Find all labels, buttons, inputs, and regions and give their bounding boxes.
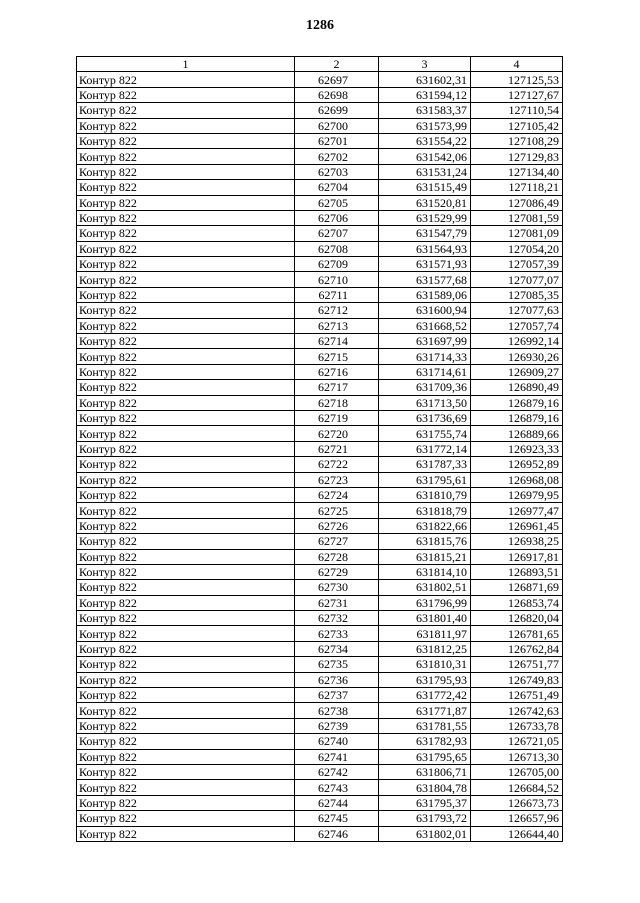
- table-row: [77, 349, 563, 364]
- point-number-cell: 62735: [295, 657, 379, 672]
- table-row: [77, 426, 563, 441]
- contour-name-cell: Контур 822: [77, 287, 295, 302]
- x-coordinate-cell: 631577,68: [379, 272, 471, 287]
- point-number-cell: 62702: [295, 149, 379, 164]
- y-coordinate-cell: 126751,49: [471, 688, 563, 703]
- y-coordinate-cell: 126930,26: [471, 349, 563, 364]
- point-number-cell: 62739: [295, 718, 379, 733]
- table-row: [77, 334, 563, 349]
- contour-name-cell: Контур 822: [77, 826, 295, 841]
- table-row: [77, 595, 563, 610]
- table-row: [77, 518, 563, 533]
- y-coordinate-cell: 126657,96: [471, 811, 563, 826]
- x-coordinate-cell: 631520,81: [379, 195, 471, 210]
- x-coordinate-cell: 631573,99: [379, 118, 471, 133]
- point-number-cell: 62697: [295, 72, 379, 87]
- point-number-cell: 62706: [295, 210, 379, 225]
- table-row: [77, 795, 563, 810]
- table-row: [77, 534, 563, 549]
- table-row: [77, 180, 563, 195]
- y-coordinate-cell: 127054,20: [471, 241, 563, 256]
- x-coordinate-cell: 631810,31: [379, 657, 471, 672]
- header-row: [77, 57, 563, 72]
- table-row: [77, 364, 563, 379]
- x-coordinate-cell: 631815,76: [379, 534, 471, 549]
- contour-name-cell: Контур 822: [77, 472, 295, 487]
- table-row: [77, 826, 563, 841]
- table-row: [77, 780, 563, 795]
- table-row: [77, 672, 563, 687]
- y-coordinate-cell: 126749,83: [471, 672, 563, 687]
- x-coordinate-cell: 631795,61: [379, 472, 471, 487]
- contour-name-cell: Контур 822: [77, 87, 295, 102]
- point-number-cell: 62732: [295, 611, 379, 626]
- point-number-cell: 62723: [295, 472, 379, 487]
- y-coordinate-cell: 126879,16: [471, 395, 563, 410]
- contour-name-cell: Контур 822: [77, 441, 295, 456]
- point-number-cell: 62725: [295, 503, 379, 518]
- point-number-cell: 62701: [295, 133, 379, 148]
- x-coordinate-cell: 631795,93: [379, 672, 471, 687]
- y-coordinate-cell: 126762,84: [471, 641, 563, 656]
- table-row: [77, 226, 563, 241]
- point-number-cell: 62745: [295, 811, 379, 826]
- x-coordinate-cell: 631802,51: [379, 580, 471, 595]
- x-coordinate-cell: 631515,49: [379, 180, 471, 195]
- table-row: [77, 380, 563, 395]
- contour-name-cell: Контур 822: [77, 180, 295, 195]
- x-coordinate-cell: 631804,78: [379, 780, 471, 795]
- x-coordinate-cell: 631602,31: [379, 72, 471, 87]
- point-number-cell: 62705: [295, 195, 379, 210]
- y-coordinate-cell: 127085,35: [471, 287, 563, 302]
- contour-name-cell: Контур 822: [77, 426, 295, 441]
- x-coordinate-cell: 631815,21: [379, 549, 471, 564]
- table-row: [77, 641, 563, 656]
- point-number-cell: 62707: [295, 226, 379, 241]
- table-row: [77, 811, 563, 826]
- table-row: [77, 549, 563, 564]
- table-row: [77, 703, 563, 718]
- table-row: [77, 257, 563, 272]
- contour-name-cell: Контур 822: [77, 133, 295, 148]
- table-row: [77, 118, 563, 133]
- y-coordinate-cell: 127125,53: [471, 72, 563, 87]
- x-coordinate-cell: 631547,79: [379, 226, 471, 241]
- contour-name-cell: Контур 822: [77, 395, 295, 410]
- x-coordinate-cell: 631542,06: [379, 149, 471, 164]
- x-coordinate-cell: 631811,97: [379, 626, 471, 641]
- table-row: [77, 657, 563, 672]
- contour-name-cell: Контур 822: [77, 672, 295, 687]
- table-row: [77, 303, 563, 318]
- contour-name-cell: Контур 822: [77, 241, 295, 256]
- table-row: [77, 210, 563, 225]
- table-row: [77, 72, 563, 87]
- table-row: [77, 611, 563, 626]
- point-number-cell: 62703: [295, 164, 379, 179]
- point-number-cell: 62718: [295, 395, 379, 410]
- x-coordinate-cell: 631771,87: [379, 703, 471, 718]
- contour-name-cell: Контур 822: [77, 364, 295, 379]
- point-number-cell: 62740: [295, 734, 379, 749]
- x-coordinate-cell: 631772,14: [379, 441, 471, 456]
- point-number-cell: 62720: [295, 426, 379, 441]
- table-header: [77, 57, 563, 72]
- y-coordinate-cell: 126952,89: [471, 457, 563, 472]
- x-coordinate-cell: 631714,61: [379, 364, 471, 379]
- contour-name-cell: Контур 822: [77, 580, 295, 595]
- table-row: [77, 457, 563, 472]
- point-number-cell: 62724: [295, 487, 379, 502]
- y-coordinate-cell: 126909,27: [471, 364, 563, 379]
- y-coordinate-cell: 126684,52: [471, 780, 563, 795]
- x-coordinate-cell: 631736,69: [379, 410, 471, 425]
- table-row: [77, 626, 563, 641]
- y-coordinate-cell: 126992,14: [471, 334, 563, 349]
- point-number-cell: 62744: [295, 795, 379, 810]
- contour-name-cell: Контур 822: [77, 410, 295, 425]
- table-row: [77, 734, 563, 749]
- point-number-cell: 62743: [295, 780, 379, 795]
- x-coordinate-cell: 631795,37: [379, 795, 471, 810]
- point-number-cell: 62699: [295, 103, 379, 118]
- y-coordinate-cell: 126979,95: [471, 487, 563, 502]
- contour-name-cell: Контур 822: [77, 318, 295, 333]
- x-coordinate-cell: 631571,93: [379, 257, 471, 272]
- y-coordinate-cell: 126644,40: [471, 826, 563, 841]
- contour-name-cell: Контур 822: [77, 164, 295, 179]
- point-number-cell: 62717: [295, 380, 379, 395]
- point-number-cell: 62704: [295, 180, 379, 195]
- y-coordinate-cell: 127108,29: [471, 133, 563, 148]
- contour-name-cell: Контур 822: [77, 811, 295, 826]
- point-number-cell: 62731: [295, 595, 379, 610]
- table-row: [77, 241, 563, 256]
- y-coordinate-cell: 126879,16: [471, 410, 563, 425]
- y-coordinate-cell: 126742,63: [471, 703, 563, 718]
- contour-name-cell: Контур 822: [77, 118, 295, 133]
- contour-name-cell: Контур 822: [77, 641, 295, 656]
- y-coordinate-cell: 127127,67: [471, 87, 563, 102]
- x-coordinate-cell: 631668,52: [379, 318, 471, 333]
- contour-name-cell: Контур 822: [77, 72, 295, 87]
- column-header-3: 3: [379, 57, 471, 72]
- x-coordinate-cell: 631531,24: [379, 164, 471, 179]
- point-number-cell: 62721: [295, 441, 379, 456]
- y-coordinate-cell: 127086,49: [471, 195, 563, 210]
- table-row: [77, 195, 563, 210]
- contour-name-cell: Контур 822: [77, 334, 295, 349]
- y-coordinate-cell: 127057,39: [471, 257, 563, 272]
- coordinates-table: [76, 56, 563, 842]
- point-number-cell: 62738: [295, 703, 379, 718]
- contour-name-cell: Контур 822: [77, 487, 295, 502]
- contour-name-cell: Контур 822: [77, 718, 295, 733]
- point-number-cell: 62736: [295, 672, 379, 687]
- x-coordinate-cell: 631787,33: [379, 457, 471, 472]
- table-body: [77, 72, 563, 842]
- x-coordinate-cell: 631772,42: [379, 688, 471, 703]
- contour-name-cell: Контур 822: [77, 503, 295, 518]
- point-number-cell: 62710: [295, 272, 379, 287]
- x-coordinate-cell: 631594,12: [379, 87, 471, 102]
- y-coordinate-cell: 127081,09: [471, 226, 563, 241]
- point-number-cell: 62728: [295, 549, 379, 564]
- point-number-cell: 62708: [295, 241, 379, 256]
- x-coordinate-cell: 631782,93: [379, 734, 471, 749]
- table-row: [77, 133, 563, 148]
- y-coordinate-cell: 127129,83: [471, 149, 563, 164]
- contour-name-cell: Контур 822: [77, 272, 295, 287]
- y-coordinate-cell: 126871,69: [471, 580, 563, 595]
- contour-name-cell: Контур 822: [77, 764, 295, 779]
- table-row: [77, 164, 563, 179]
- x-coordinate-cell: 631714,33: [379, 349, 471, 364]
- x-coordinate-cell: 631713,50: [379, 395, 471, 410]
- point-number-cell: 62729: [295, 564, 379, 579]
- y-coordinate-cell: 127081,59: [471, 210, 563, 225]
- table-row: [77, 87, 563, 102]
- point-number-cell: 62716: [295, 364, 379, 379]
- y-coordinate-cell: 127134,40: [471, 164, 563, 179]
- table-row: [77, 472, 563, 487]
- contour-name-cell: Контур 822: [77, 611, 295, 626]
- table-row: [77, 395, 563, 410]
- table-row: [77, 564, 563, 579]
- y-coordinate-cell: 127118,21: [471, 180, 563, 195]
- y-coordinate-cell: 126820,04: [471, 611, 563, 626]
- point-number-cell: 62733: [295, 626, 379, 641]
- x-coordinate-cell: 631583,37: [379, 103, 471, 118]
- y-coordinate-cell: 126923,33: [471, 441, 563, 456]
- y-coordinate-cell: 127077,07: [471, 272, 563, 287]
- y-coordinate-cell: 127105,42: [471, 118, 563, 133]
- contour-name-cell: Контур 822: [77, 780, 295, 795]
- column-header-1: 1: [77, 57, 295, 72]
- x-coordinate-cell: 631814,10: [379, 564, 471, 579]
- y-coordinate-cell: 126673,73: [471, 795, 563, 810]
- y-coordinate-cell: 126853,74: [471, 595, 563, 610]
- column-header-2: 2: [295, 57, 379, 72]
- table-row: [77, 580, 563, 595]
- point-number-cell: 62719: [295, 410, 379, 425]
- x-coordinate-cell: 631818,79: [379, 503, 471, 518]
- y-coordinate-cell: 126705,00: [471, 764, 563, 779]
- table-row: [77, 272, 563, 287]
- x-coordinate-cell: 631781,55: [379, 718, 471, 733]
- y-coordinate-cell: 126781,65: [471, 626, 563, 641]
- point-number-cell: 62722: [295, 457, 379, 472]
- x-coordinate-cell: 631793,72: [379, 811, 471, 826]
- x-coordinate-cell: 631697,99: [379, 334, 471, 349]
- contour-name-cell: Контур 822: [77, 626, 295, 641]
- point-number-cell: 62737: [295, 688, 379, 703]
- point-number-cell: 62715: [295, 349, 379, 364]
- page-number: 1286: [306, 18, 334, 33]
- x-coordinate-cell: 631806,71: [379, 764, 471, 779]
- y-coordinate-cell: 126893,51: [471, 564, 563, 579]
- y-coordinate-cell: 126968,08: [471, 472, 563, 487]
- table-row: [77, 318, 563, 333]
- table-row: [77, 749, 563, 764]
- y-coordinate-cell: 127057,74: [471, 318, 563, 333]
- y-coordinate-cell: 126721,05: [471, 734, 563, 749]
- point-number-cell: 62742: [295, 764, 379, 779]
- contour-name-cell: Контур 822: [77, 518, 295, 533]
- x-coordinate-cell: 631795,65: [379, 749, 471, 764]
- contour-name-cell: Контур 822: [77, 257, 295, 272]
- point-number-cell: 62741: [295, 749, 379, 764]
- x-coordinate-cell: 631822,66: [379, 518, 471, 533]
- contour-name-cell: Контур 822: [77, 226, 295, 241]
- point-number-cell: 62711: [295, 287, 379, 302]
- table-row: [77, 410, 563, 425]
- point-number-cell: 62746: [295, 826, 379, 841]
- table-row: [77, 487, 563, 502]
- y-coordinate-cell: 126977,47: [471, 503, 563, 518]
- contour-name-cell: Контур 822: [77, 210, 295, 225]
- point-number-cell: 62734: [295, 641, 379, 656]
- contour-name-cell: Контур 822: [77, 703, 295, 718]
- x-coordinate-cell: 631801,40: [379, 611, 471, 626]
- contour-name-cell: Контур 822: [77, 457, 295, 472]
- y-coordinate-cell: 126733,78: [471, 718, 563, 733]
- contour-name-cell: Контур 822: [77, 303, 295, 318]
- x-coordinate-cell: 631810,79: [379, 487, 471, 502]
- x-coordinate-cell: 631802,01: [379, 826, 471, 841]
- point-number-cell: 62709: [295, 257, 379, 272]
- x-coordinate-cell: 631709,36: [379, 380, 471, 395]
- x-coordinate-cell: 631796,99: [379, 595, 471, 610]
- y-coordinate-cell: 126917,81: [471, 549, 563, 564]
- table-row: [77, 503, 563, 518]
- contour-name-cell: Контур 822: [77, 595, 295, 610]
- contour-name-cell: Контур 822: [77, 534, 295, 549]
- table-row: [77, 441, 563, 456]
- point-number-cell: 62698: [295, 87, 379, 102]
- y-coordinate-cell: 126889,66: [471, 426, 563, 441]
- y-coordinate-cell: 126751,77: [471, 657, 563, 672]
- column-header-4: 4: [471, 57, 563, 72]
- x-coordinate-cell: 631529,99: [379, 210, 471, 225]
- y-coordinate-cell: 127077,63: [471, 303, 563, 318]
- x-coordinate-cell: 631755,74: [379, 426, 471, 441]
- point-number-cell: 62726: [295, 518, 379, 533]
- contour-name-cell: Контур 822: [77, 657, 295, 672]
- point-number-cell: 62713: [295, 318, 379, 333]
- point-number-cell: 62712: [295, 303, 379, 318]
- contour-name-cell: Контур 822: [77, 549, 295, 564]
- x-coordinate-cell: 631554,22: [379, 133, 471, 148]
- point-number-cell: 62730: [295, 580, 379, 595]
- y-coordinate-cell: 126890,49: [471, 380, 563, 395]
- contour-name-cell: Контур 822: [77, 564, 295, 579]
- table-row: [77, 718, 563, 733]
- y-coordinate-cell: 126713,30: [471, 749, 563, 764]
- contour-name-cell: Контур 822: [77, 734, 295, 749]
- table-row: [77, 287, 563, 302]
- x-coordinate-cell: 631600,94: [379, 303, 471, 318]
- contour-name-cell: Контур 822: [77, 349, 295, 364]
- x-coordinate-cell: 631812,25: [379, 641, 471, 656]
- table-row: [77, 688, 563, 703]
- point-number-cell: 62700: [295, 118, 379, 133]
- contour-name-cell: Контур 822: [77, 195, 295, 210]
- table-row: [77, 149, 563, 164]
- contour-name-cell: Контур 822: [77, 795, 295, 810]
- x-coordinate-cell: 631564,93: [379, 241, 471, 256]
- table-row: [77, 764, 563, 779]
- point-number-cell: 62727: [295, 534, 379, 549]
- contour-name-cell: Контур 822: [77, 149, 295, 164]
- point-number-cell: 62714: [295, 334, 379, 349]
- contour-name-cell: Контур 822: [77, 749, 295, 764]
- x-coordinate-cell: 631589,06: [379, 287, 471, 302]
- contour-name-cell: Контур 822: [77, 380, 295, 395]
- y-coordinate-cell: 126938,25: [471, 534, 563, 549]
- contour-name-cell: Контур 822: [77, 103, 295, 118]
- contour-name-cell: Контур 822: [77, 688, 295, 703]
- table-row: [77, 103, 563, 118]
- y-coordinate-cell: 127110,54: [471, 103, 563, 118]
- y-coordinate-cell: 126961,45: [471, 518, 563, 533]
